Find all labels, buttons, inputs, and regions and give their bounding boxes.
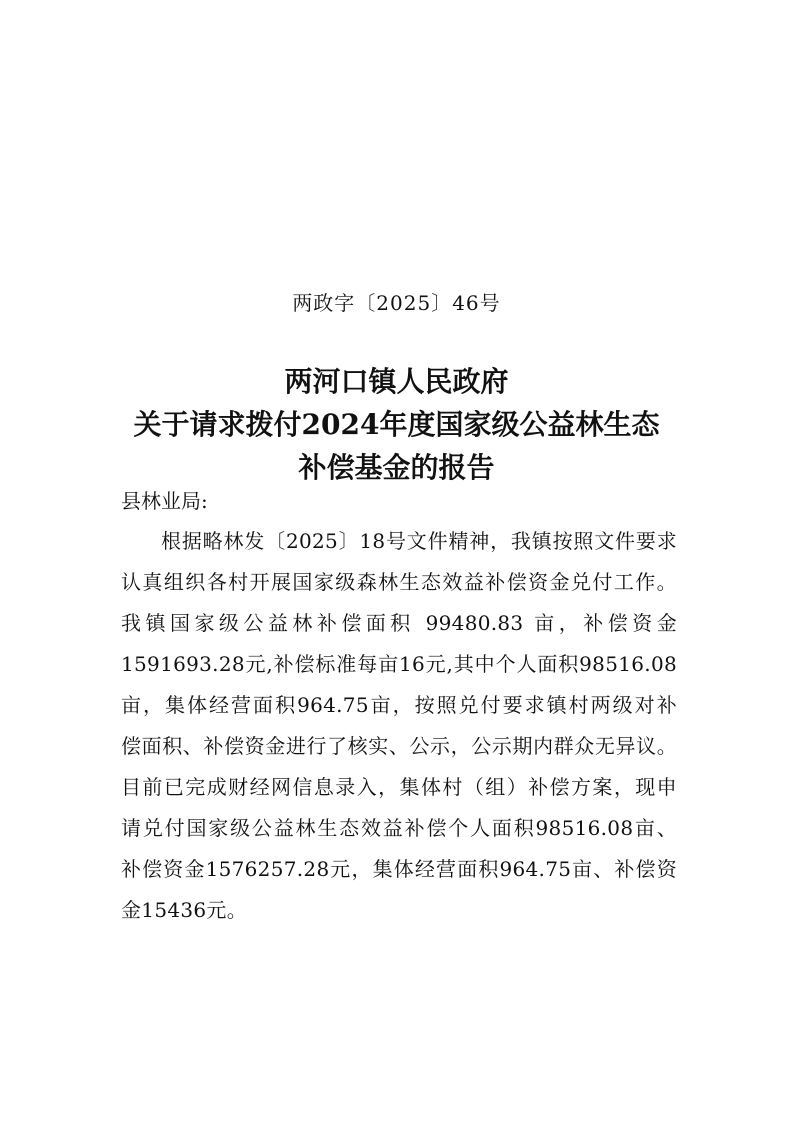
body-line: 亩，集体经营面积964.75亩，按照兑付要求镇村两级对补 [121, 693, 677, 717]
body-line: 认真组织各村开展国家级森林生态效益补偿资金兑付工作。 [121, 570, 677, 594]
body-line: 根据略林发〔2025〕18号文件精神，我镇按照文件要求 [161, 529, 677, 553]
title-line-3: 补偿基金的报告 [298, 451, 495, 484]
body-line: 请兑付国家级公益林生态效益补偿个人面积98516.08亩、 [121, 816, 677, 840]
title-line-2: 关于请求拨付2024年度国家级公益林生态 [133, 408, 660, 441]
body-line: 目前已完成财经网信息录入，集体村（组）补偿方案，现申 [121, 775, 677, 799]
body-line: 我镇国家级公益林补偿面积 99480.83 亩，补偿资金 [121, 611, 677, 635]
document-title [0, 360, 793, 489]
body-paragraph [121, 521, 677, 931]
body-line: 补偿资金1576257.28元，集体经营面积964.75亩、补偿资 [121, 857, 677, 881]
salutation: 县林业局: [121, 489, 208, 513]
body-line: 偿面积、补偿资金进行了核实、公示，公示期内群众无异议。 [121, 734, 677, 758]
document-number: 两政字〔2025〕46号 [292, 291, 501, 315]
title-line-1: 两河口镇人民政府 [284, 365, 509, 398]
body-line: 金15436元。 [121, 898, 248, 922]
body-line: 1591693.28元,补偿标准每亩16元,其中个人面积98516.08 [121, 652, 677, 676]
